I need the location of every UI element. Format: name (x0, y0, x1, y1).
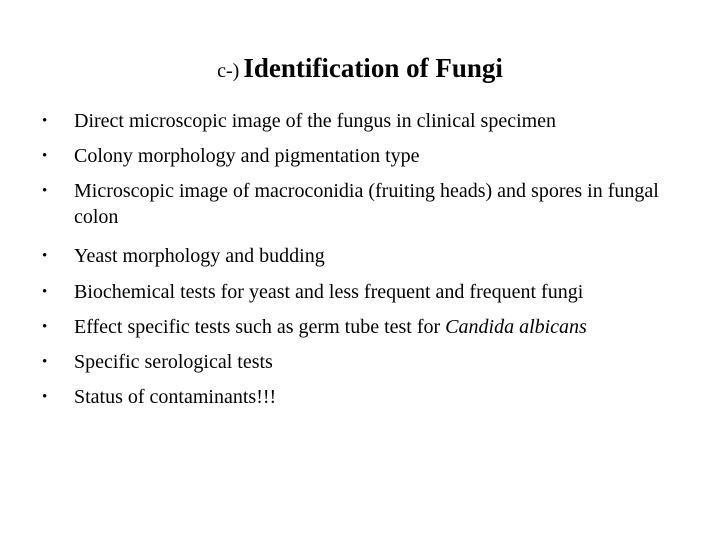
bullet-dot-icon: • (42, 248, 48, 264)
bullet-text: Yeast morphology and budding (74, 245, 325, 267)
bullet-item-6 (42, 314, 682, 340)
species-name: Candida albicans (445, 316, 587, 338)
bullet-dot-icon: • (42, 148, 48, 164)
bullet-text: Status of contaminants!!! (74, 386, 277, 408)
bullet-text: Microscopic image of macroconidia (fruiting heads) and spores in fungal colon (74, 180, 659, 228)
bullet-text-regular: Effect specific tests such as germ tube test for (74, 316, 446, 338)
bullet-item-5 (42, 279, 682, 305)
title-main: Identification of Fungi (243, 53, 503, 83)
bullet-item-7 (42, 349, 682, 375)
bullet-text: Colony morphology and pigmentation type (74, 145, 420, 167)
bullet-text: Specific serological tests (74, 351, 273, 373)
bullet-dot-icon: • (42, 183, 48, 199)
bullet-item-8 (42, 384, 682, 410)
bullet-dot-icon: • (42, 354, 48, 370)
title-prefix: c-) (217, 60, 240, 82)
bullet-item-2 (42, 143, 682, 169)
bullet-item-1 (42, 108, 682, 134)
bullet-dot-icon: • (42, 284, 48, 300)
bullet-dot-icon: • (42, 319, 48, 335)
bullet-dot-icon: • (42, 389, 48, 405)
bullet-dot-icon: • (42, 113, 48, 129)
bullet-item-4 (42, 243, 682, 269)
bullet-text: Direct microscopic image of the fungus in clinical specimen (74, 110, 557, 132)
bullet-item-3 (42, 178, 682, 230)
bullet-text: Biochemical tests for yeast and less frequent and frequent fungi (74, 281, 584, 303)
bullet-text (74, 314, 682, 340)
